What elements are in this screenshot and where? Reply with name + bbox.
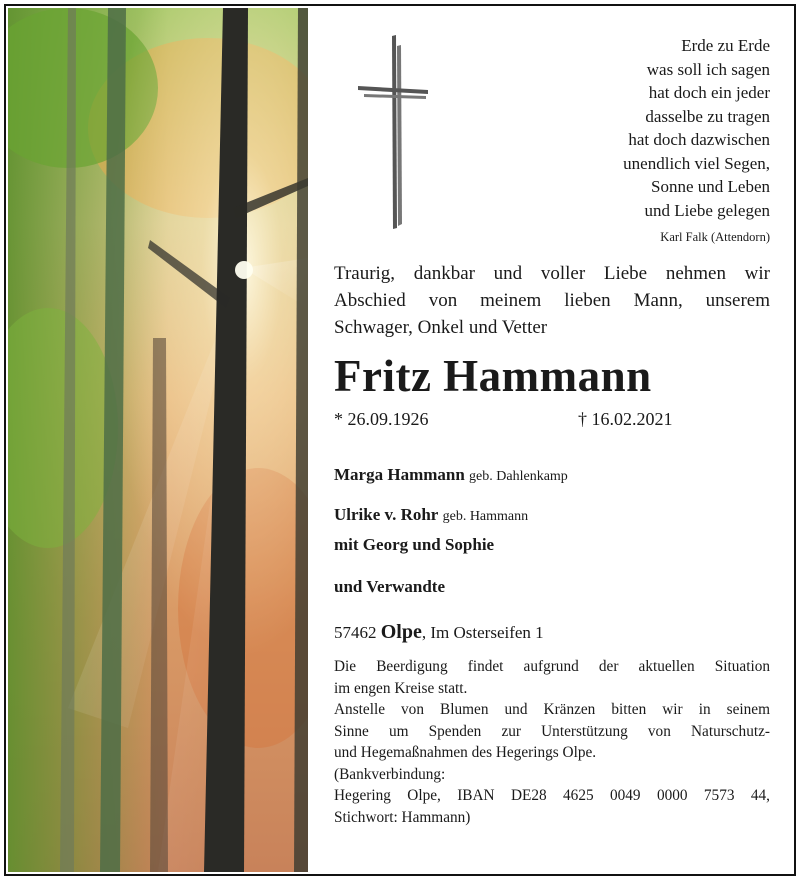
obituary-content xyxy=(334,260,770,828)
intro-line: Schwager, Onkel und Vetter xyxy=(334,317,548,338)
poem-line: Sonne und Leben xyxy=(651,177,770,196)
address-zip: 57462 xyxy=(334,623,377,642)
poem-line: Erde zu Erde xyxy=(681,36,770,55)
poem-line: unendlich viel Segen, xyxy=(623,153,770,173)
daughter-name: Ulrike v. Rohr xyxy=(334,505,439,524)
notice-line: Stichwort: Hammann) xyxy=(334,808,471,826)
wife-name: Marga Hammann xyxy=(334,465,465,484)
forest-illustration xyxy=(8,8,308,872)
poem-line: hat doch dazwischen xyxy=(628,130,770,149)
notice-line: Anstelle von Blumen und Kränzen bitten wir in seinem xyxy=(334,701,770,718)
notice-line: Sinne um Spenden zur Unterstützung von Naturschutz- xyxy=(334,722,770,740)
relatives: und Verwandte xyxy=(334,577,446,596)
poem-line: und Liebe gelegen xyxy=(644,200,770,220)
funeral-notice xyxy=(334,656,770,828)
life-dates xyxy=(334,409,770,437)
family-wife xyxy=(334,463,770,489)
notice-line: (Bankverbindung: xyxy=(334,765,446,783)
intro-line: Traurig, dankbar und voller Liebe nehmen wir xyxy=(334,263,770,284)
address-street: , Im Osterseifen 1 xyxy=(421,623,544,642)
notice-line: und Hegemaßnahmen des Hegerings Olpe. xyxy=(334,744,597,761)
poem-author: Karl Falk (Attendorn) xyxy=(660,230,770,244)
family-daughter xyxy=(334,503,770,529)
forest-photo xyxy=(8,8,308,872)
intro-text xyxy=(334,260,770,341)
poem-line: was soll ich sagen xyxy=(646,59,770,79)
grandchildren: mit Georg und Sophie xyxy=(334,535,495,554)
poem-line: dasselbe zu tragen xyxy=(645,106,770,126)
family-list xyxy=(334,463,770,599)
address-city: Olpe xyxy=(380,621,422,643)
address xyxy=(334,621,770,644)
cross-icon xyxy=(356,32,436,236)
intro-line: Abschied von meinem lieben Mann, unserem xyxy=(334,290,770,311)
deceased-name: Fritz Hammann xyxy=(334,351,652,401)
poem xyxy=(470,34,770,250)
poem-line: hat doch ein jeder xyxy=(648,83,770,102)
notice-line: Die Beerdigung findet aufgrund der aktuellen Situation xyxy=(334,658,770,675)
notice-line: im engen Kreise statt. xyxy=(334,679,468,697)
daughter-maiden-name: geb. Hammann xyxy=(442,509,529,524)
notice-line: Hegering Olpe, IBAN DE28 4625 0049 0000 7573 44, xyxy=(334,787,770,804)
birth-date: * 26.09.1926 xyxy=(334,409,429,429)
death-date: † 16.02.2021 xyxy=(578,409,673,429)
wife-maiden-name: geb. Dahlenkamp xyxy=(469,469,568,484)
